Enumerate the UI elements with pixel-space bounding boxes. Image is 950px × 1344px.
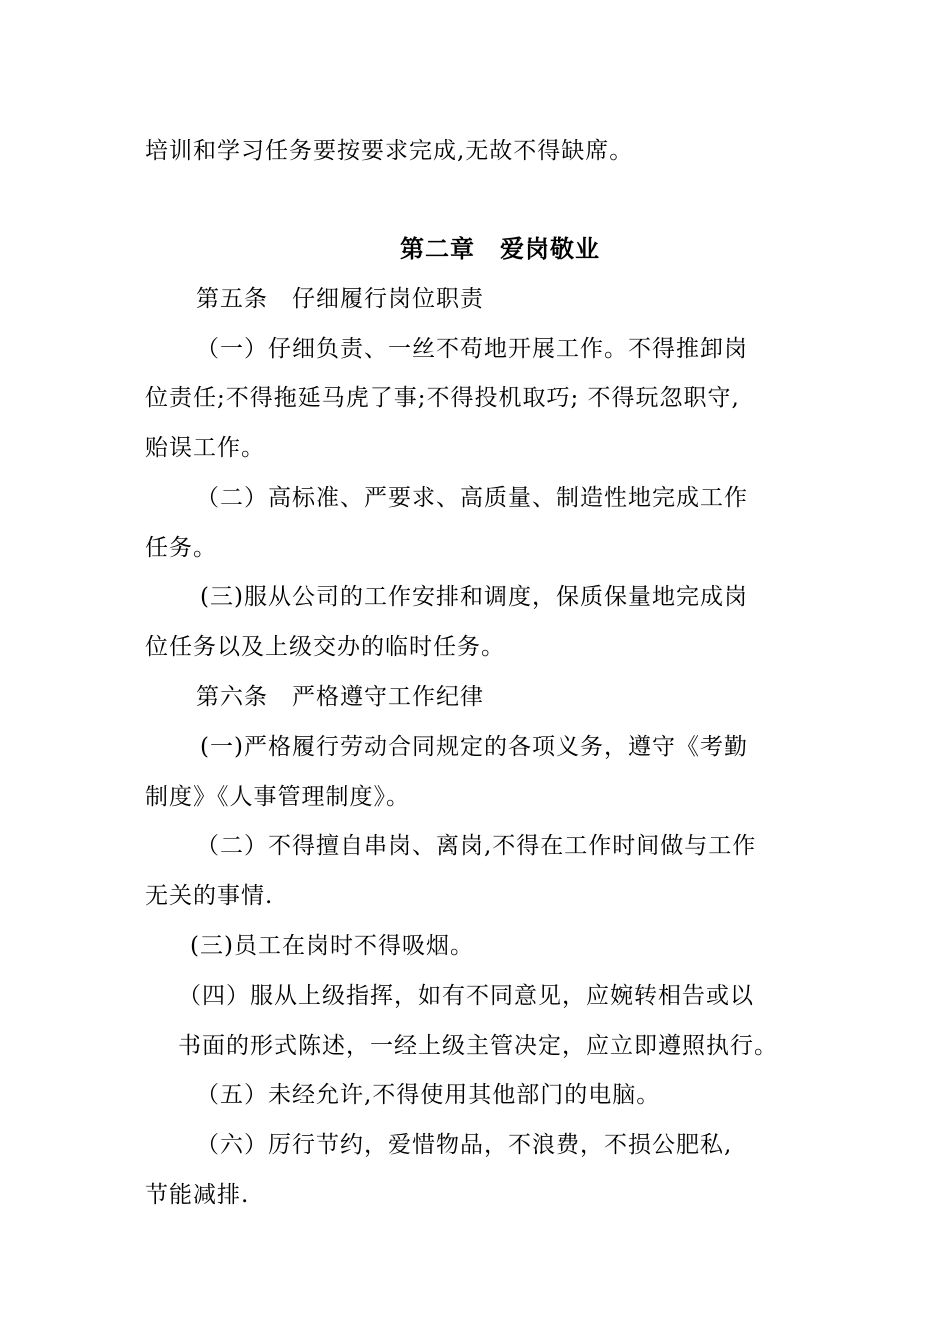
article-5-item-2-line-1: （二）高标准、严要求、高质量、制造性地完成工作 [196,485,748,511]
article-5-item-1-line-3: 贻误工作。 [145,435,265,461]
article-5-item-2-line-2: 任务。 [145,535,217,561]
article-6-item-1-line-1: (一)严格履行劳动合同规定的各项义务，遵守《考勤 [200,734,748,760]
article-6-item-1-line-2: 制度》《人事管理制度》。 [145,784,410,810]
article-5-title: 第五条 仔细履行岗位职责 [196,286,484,312]
article-6-item-2-line-1: （二）不得擅自串岗、离岗,不得在工作时间做与工作 [196,833,757,859]
intro-line: 培训和学习任务要按要求完成,无故不得缺席。 [145,138,634,164]
article-6-title: 第六条 严格遵守工作纪律 [196,684,484,710]
article-5-item-1-line-1: （一）仔细负责、一丝不苟地开展工作。不得推卸岗 [196,336,748,362]
article-6-item-5-line-1: （五）未经允许,不得使用其他部门的电脑。 [196,1082,661,1108]
article-6-item-2-line-2: 无关的事情. [145,883,274,909]
article-5-item-3-line-1: (三)服从公司的工作安排和调度，保质保量地完成岗 [200,584,748,610]
article-6-item-6-line-1: （六）厉行节约，爱惜物品，不浪费，不损公肥私, [196,1132,733,1158]
article-5-item-3-line-2: 位任务以及上级交办的临时任务。 [145,634,505,660]
article-6-item-4-line-1: （四）服从上级指挥，如有不同意见，应婉转相告或以 [178,983,754,1009]
chapter-heading: 第二章 爱岗敬业 [400,234,600,263]
article-5-item-1-line-2: 位责任;不得拖延马虎了事;不得投机取巧; 不得玩忽职守, [145,385,740,411]
article-6-item-4-line-2: 书面的形式陈述，一经上级主管决定，应立即遵照执行。 [178,1033,778,1059]
article-6-item-6-line-2: 节能减排. [145,1182,250,1208]
article-6-item-3-line-1: (三)员工在岗时不得吸烟。 [190,933,474,959]
